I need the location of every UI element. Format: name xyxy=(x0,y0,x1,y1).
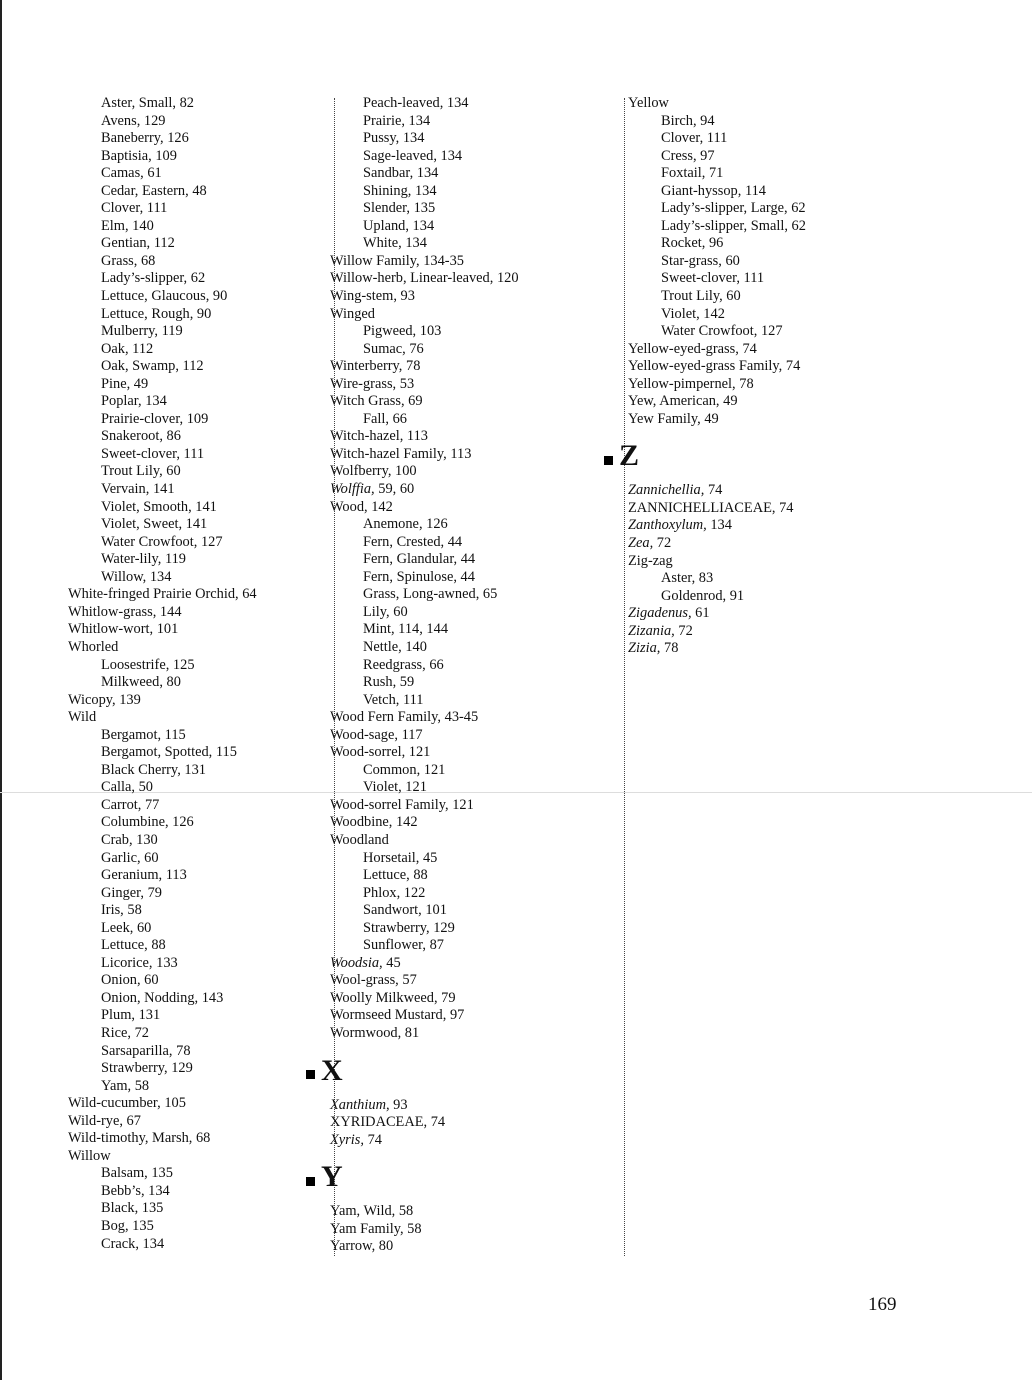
index-entry: Yew Family, 49 xyxy=(628,410,719,427)
index-entry: Wild xyxy=(68,709,97,726)
index-term-italic: Zizania, xyxy=(628,622,675,639)
index-entry: Whorled xyxy=(68,638,119,655)
index-page-ref: 74 xyxy=(363,1131,382,1148)
index-subentry: Lady’s-slipper, 62 xyxy=(101,270,206,287)
index-entry: Wild-cucumber, 105 xyxy=(68,1095,186,1112)
index-entry: Wool-grass, 57 xyxy=(330,972,417,989)
index-entry: Yellow-pimpernel, 78 xyxy=(628,375,754,392)
index-subentry: Lady’s-slipper, Small, 62 xyxy=(661,217,806,234)
index-subentry: Crack, 134 xyxy=(101,1235,165,1252)
index-column-3 xyxy=(619,95,888,658)
section-heading-z xyxy=(604,434,888,478)
index-page-ref: 72 xyxy=(674,622,693,639)
index-subentry: Grass, Long-awned, 65 xyxy=(363,586,498,603)
index-term-italic: Zea, xyxy=(628,535,654,552)
index-subentry: Lettuce, Rough, 90 xyxy=(101,305,212,322)
index-entry: Wood-sorrel Family, 121 xyxy=(330,796,474,813)
index-subentry: Trout Lily, 60 xyxy=(101,463,181,480)
index-subentry: Lady’s-slipper, Large, 62 xyxy=(661,200,806,217)
index-subentry: Bebb’s, 134 xyxy=(101,1182,170,1199)
index-column-1 xyxy=(68,95,328,1253)
index-subentry: Baptisia, 109 xyxy=(101,147,177,164)
index-subentry: Oak, Swamp, 112 xyxy=(101,358,204,375)
index-entry: Willow-herb, Linear-leaved, 120 xyxy=(330,270,519,287)
index-entry: Woodland xyxy=(330,831,389,848)
index-subentry: Iris, 58 xyxy=(101,902,142,919)
index-entry: Witch-hazel Family, 113 xyxy=(330,445,472,462)
index-subentry: Aster, 83 xyxy=(661,570,714,587)
index-entry xyxy=(628,605,888,623)
index-subentry: Peach-leaved, 134 xyxy=(363,95,469,111)
index-entry: Wood-sorrel, 121 xyxy=(330,744,431,761)
index-subentry: Fern, Spinulose, 44 xyxy=(363,568,475,585)
section-heading-x xyxy=(306,1049,615,1093)
index-entry xyxy=(628,535,888,553)
index-page-ref: 93 xyxy=(389,1096,408,1113)
index-entry: Wolfberry, 100 xyxy=(330,463,417,480)
column-divider xyxy=(624,98,625,1256)
index-entry: Woolly Milkweed, 79 xyxy=(330,989,456,1006)
index-subentry: Anemone, 126 xyxy=(363,516,448,533)
index-subentry: Bog, 135 xyxy=(101,1218,154,1234)
index-entry: Wood, 142 xyxy=(330,498,393,515)
index-entry: Yam, Wild, 58 xyxy=(330,1203,414,1220)
index-subentry: Violet, Smooth, 141 xyxy=(101,498,217,515)
index-subentry: Common, 121 xyxy=(363,761,446,778)
section-letter: Z xyxy=(619,439,640,473)
index-subentry: Loosestrife, 125 xyxy=(101,656,195,673)
index-subentry: Avens, 129 xyxy=(101,112,166,129)
index-page-ref: 72 xyxy=(653,535,672,552)
index-subentry: Prairie-clover, 109 xyxy=(101,410,209,427)
index-subentry: Star-grass, 60 xyxy=(661,252,740,269)
index-entry: Willow Family, 134-35 xyxy=(330,252,464,269)
index-subentry: Birch, 94 xyxy=(661,112,715,129)
index-subentry: Sweet-clover, 111 xyxy=(661,270,765,287)
index-term-italic: Zigadenus, xyxy=(628,605,692,622)
index-term-italic: Wolffia, xyxy=(330,481,375,498)
index-subentry: Calla, 50 xyxy=(101,779,153,796)
index-entry: Wicopy, 139 xyxy=(68,691,141,708)
index-subentry: Poplar, 134 xyxy=(101,393,167,410)
index-subentry: Vetch, 111 xyxy=(363,691,424,708)
index-entry: Wood Fern Family, 43-45 xyxy=(330,709,479,726)
index-subentry: Lettuce, 88 xyxy=(101,937,166,954)
index-subentry: Gentian, 112 xyxy=(101,235,175,252)
index-subentry: Shining, 134 xyxy=(363,182,437,199)
index-subentry: Water-lily, 119 xyxy=(101,551,186,568)
index-subentry: Fern, Crested, 44 xyxy=(363,533,463,550)
index-page-ref: 134 xyxy=(706,517,732,534)
index-entry xyxy=(330,481,615,499)
index-entry: Yarrow, 80 xyxy=(330,1238,394,1255)
index-subentry: Sandbar, 134 xyxy=(363,165,439,182)
index-subentry: Fall, 66 xyxy=(363,410,407,427)
index-page-ref: 59, 60 xyxy=(374,481,415,498)
index-subentry: Geranium, 113 xyxy=(101,867,187,884)
index-entry: Whitlow-grass, 144 xyxy=(68,603,182,620)
index-entry: Wormseed Mustard, 97 xyxy=(330,1007,465,1024)
index-entry: Yam Family, 58 xyxy=(330,1220,422,1237)
index-subentry: White, 134 xyxy=(363,235,427,252)
index-subentry: Columbine, 126 xyxy=(101,814,194,831)
index-subentry: Sumac, 76 xyxy=(363,340,424,357)
index-subentry: Onion, 60 xyxy=(101,972,159,989)
index-entry xyxy=(628,517,888,535)
index-subentry: Black Cherry, 131 xyxy=(101,761,206,778)
index-subentry: Elm, 140 xyxy=(101,217,154,234)
index-entry: Yellow-eyed-grass, 74 xyxy=(628,340,757,357)
index-entry: Winged xyxy=(330,305,375,322)
index-subentry: Trout Lily, 60 xyxy=(661,288,741,305)
index-subentry: Rice, 72 xyxy=(101,1024,149,1041)
index-entry: Witch-hazel, 113 xyxy=(330,428,428,445)
index-subentry: Horsetail, 45 xyxy=(363,849,438,866)
index-subentry: Reedgrass, 66 xyxy=(363,656,444,673)
index-entry: Winterberry, 78 xyxy=(330,358,421,375)
index-subentry: Sweet-clover, 111 xyxy=(101,445,205,462)
index-term-italic: Woodsia, xyxy=(330,954,383,971)
index-subentry: Sandwort, 101 xyxy=(363,902,447,919)
page-edge xyxy=(0,0,2,1380)
index-subentry: Bergamot, 115 xyxy=(101,726,186,743)
bullet-square-icon xyxy=(604,456,613,465)
index-subentry: Garlic, 60 xyxy=(101,849,159,866)
index-term-italic: Zannichellia, xyxy=(628,482,705,499)
index-subentry: Mint, 114, 144 xyxy=(363,621,449,638)
index-entry: Witch Grass, 69 xyxy=(330,393,423,410)
page-number: 169 xyxy=(868,1294,897,1315)
index-subentry: Lettuce, Glaucous, 90 xyxy=(101,288,228,305)
index-subentry: Rocket, 96 xyxy=(661,235,724,252)
index-subentry: Sarsaparilla, 78 xyxy=(101,1042,191,1059)
index-subentry: Bergamot, Spotted, 115 xyxy=(101,744,237,761)
index-subentry: Sunflower, 87 xyxy=(363,937,444,954)
index-subentry: Pigweed, 103 xyxy=(363,323,442,340)
index-subentry: Upland, 134 xyxy=(363,217,435,234)
index-entry xyxy=(330,955,615,973)
index-subentry: Snakeroot, 86 xyxy=(101,428,181,445)
index-entry xyxy=(330,1097,615,1115)
index-subentry: Ginger, 79 xyxy=(101,884,162,901)
index-subentry: Pussy, 134 xyxy=(363,130,425,147)
index-subentry: Camas, 61 xyxy=(101,165,162,182)
index-entry: Wood-sage, 117 xyxy=(330,726,423,743)
index-subentry: Water Crowfoot, 127 xyxy=(661,323,783,340)
index-entry: Yew, American, 49 xyxy=(628,393,738,410)
index-subentry: Plum, 131 xyxy=(101,1007,161,1024)
index-entry xyxy=(628,623,888,641)
index-subentry: Baneberry, 126 xyxy=(101,130,189,147)
index-subentry: Nettle, 140 xyxy=(363,638,427,655)
index-entry: Wild-rye, 67 xyxy=(68,1112,141,1129)
index-subentry: Clover, 111 xyxy=(101,200,168,217)
index-entry: Wild-timothy, Marsh, 68 xyxy=(68,1130,211,1147)
index-column-2 xyxy=(321,95,615,1256)
index-entry: Whitlow-wort, 101 xyxy=(68,621,179,638)
index-subentry: Balsam, 135 xyxy=(101,1165,173,1182)
index-subentry: Grass, 68 xyxy=(101,252,156,269)
section-heading-y xyxy=(306,1155,615,1199)
index-subentry: Lettuce, 88 xyxy=(363,867,428,884)
section-letter: Y xyxy=(321,1160,343,1194)
index-entry xyxy=(330,1132,615,1150)
index-subentry: Crab, 130 xyxy=(101,831,158,848)
index-term-italic: Zanthoxylum, xyxy=(628,517,707,534)
index-subentry: Carrot, 77 xyxy=(101,796,160,813)
index-subentry: Cress, 97 xyxy=(661,147,715,164)
index-entry: Wire-grass, 53 xyxy=(330,375,415,392)
index-subentry: Willow, 134 xyxy=(101,568,172,585)
index-subentry: Mulberry, 119 xyxy=(101,323,183,340)
index-subentry: Giant-hyssop, 114 xyxy=(661,182,766,199)
index-subentry: Yam, 58 xyxy=(101,1077,150,1094)
index-term-italic: Xyris, xyxy=(330,1131,364,1148)
index-subentry: Violet, Sweet, 141 xyxy=(101,516,208,533)
index-entry: White-fringed Prairie Orchid, 64 xyxy=(68,586,257,603)
index-entry: Woodbine, 142 xyxy=(330,814,418,831)
index-subentry: Licorice, 133 xyxy=(101,954,178,971)
index-subentry: Black, 135 xyxy=(101,1200,164,1217)
index-subentry: Oak, 112 xyxy=(101,340,154,357)
index-subentry: Vervain, 141 xyxy=(101,481,175,498)
index-entry xyxy=(628,640,888,658)
index-entry: Yellow xyxy=(628,95,669,111)
index-entry xyxy=(628,482,888,500)
index-subentry: Milkweed, 80 xyxy=(101,674,181,691)
index-page-ref: 45 xyxy=(382,954,401,971)
index-entry: Zig-zag xyxy=(628,552,673,569)
bullet-square-icon xyxy=(306,1177,315,1186)
index-subentry: Sage-leaved, 134 xyxy=(363,147,463,164)
index-subentry: Goldenrod, 91 xyxy=(661,587,745,604)
index-subentry: Cedar, Eastern, 48 xyxy=(101,182,207,199)
index-subentry: Strawberry, 129 xyxy=(101,1060,193,1077)
index-subentry: Slender, 135 xyxy=(363,200,436,217)
index-subentry: Clover, 111 xyxy=(661,130,728,147)
index-subentry: Aster, Small, 82 xyxy=(101,95,194,111)
index-subentry: Lily, 60 xyxy=(363,603,408,620)
index-subentry: Water Crowfoot, 127 xyxy=(101,533,223,550)
index-entry: Willow xyxy=(68,1147,111,1164)
index-entry: XYRIDACEAE, 74 xyxy=(330,1114,446,1131)
index-term-italic: Zizia, xyxy=(628,640,661,657)
index-subentry: Violet, 121 xyxy=(363,779,427,796)
index-entry: ZANNICHELLIACEAE, 74 xyxy=(628,499,794,516)
bullet-square-icon xyxy=(306,1070,315,1079)
index-term-italic: Xanthium, xyxy=(330,1096,390,1113)
index-page-ref: 61 xyxy=(691,605,710,622)
index-page-ref: 74 xyxy=(704,482,723,499)
index-subentry: Prairie, 134 xyxy=(363,112,431,129)
index-subentry: Fern, Glandular, 44 xyxy=(363,551,476,568)
index-subentry: Phlox, 122 xyxy=(363,884,426,901)
index-subentry: Onion, Nodding, 143 xyxy=(101,989,224,1006)
index-entry: Wing-stem, 93 xyxy=(330,288,415,305)
index-subentry: Rush, 59 xyxy=(363,674,415,691)
index-subentry: Leek, 60 xyxy=(101,919,152,936)
index-subentry: Violet, 142 xyxy=(661,305,725,322)
index-entry: Yellow-eyed-grass Family, 74 xyxy=(628,358,801,375)
index-subentry: Strawberry, 129 xyxy=(363,919,455,936)
index-subentry: Foxtail, 71 xyxy=(661,165,724,182)
index-page-ref: 78 xyxy=(660,640,679,657)
index-entry: Wormwood, 81 xyxy=(330,1024,420,1041)
section-letter: X xyxy=(321,1053,343,1087)
index-subentry: Pine, 49 xyxy=(101,375,149,392)
